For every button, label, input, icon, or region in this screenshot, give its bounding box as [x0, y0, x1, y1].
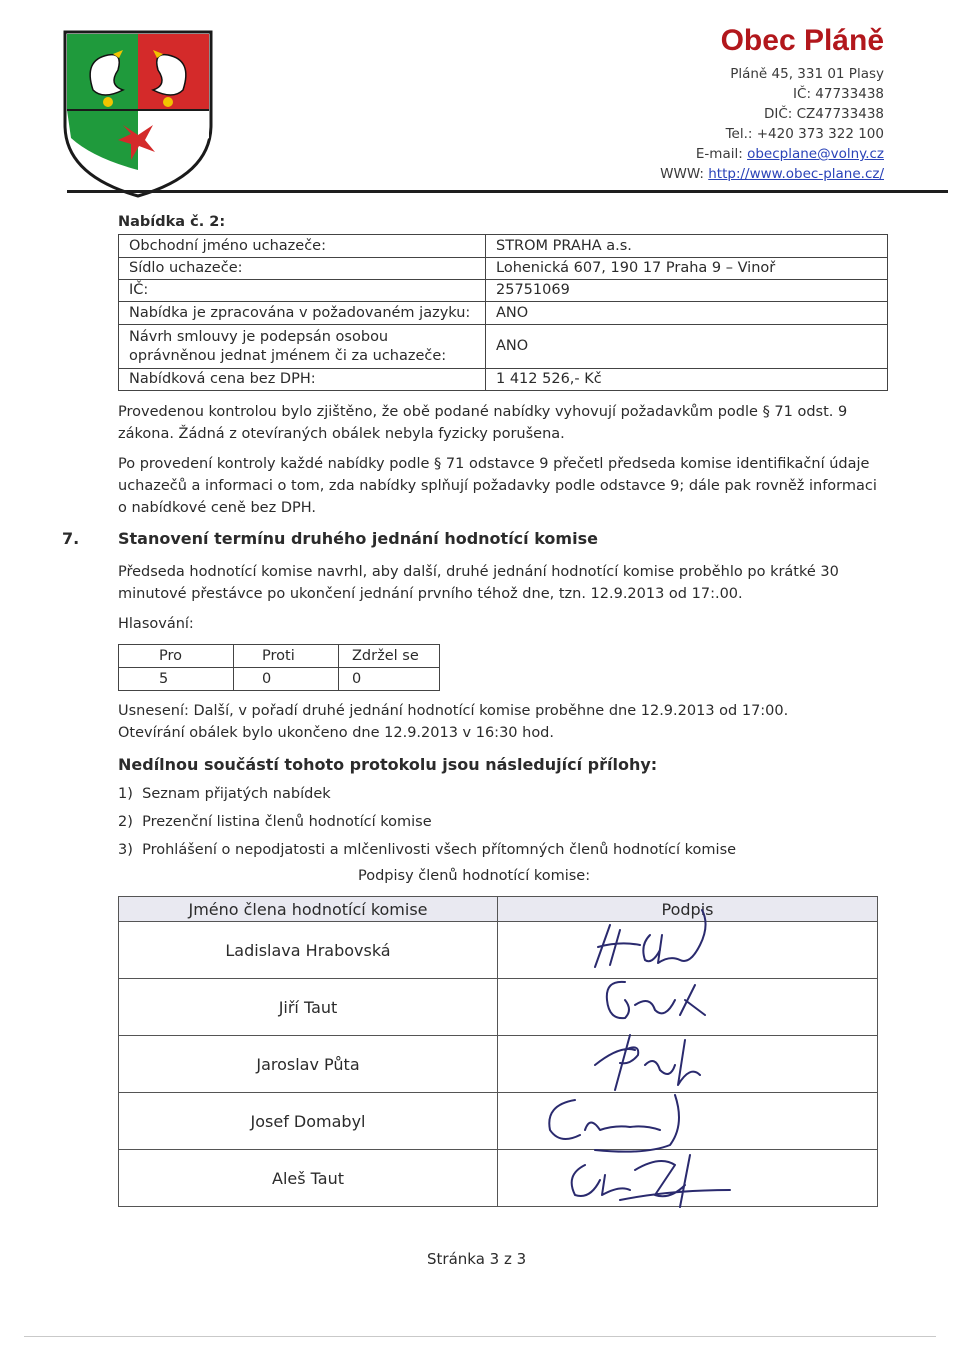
attachment-number: 3): [118, 842, 133, 858]
www-label: WWW:: [660, 166, 709, 182]
vote-table: [118, 644, 440, 691]
member-name: Jaroslav Půta: [119, 1036, 498, 1093]
member-name: Aleš Taut: [119, 1150, 498, 1207]
vote-header-zdrzel: Zdržel se: [339, 645, 440, 668]
email-label: E-mail:: [695, 146, 748, 162]
vote-value-pro: 5: [119, 668, 234, 691]
email-link[interactable]: obecplane@volny.cz: [747, 146, 884, 162]
col-name-header: Jméno člena hodnotící komise: [119, 897, 498, 922]
header-email: [696, 146, 884, 162]
vote-header-row: [119, 645, 440, 668]
signature-taut-jiri: [595, 970, 725, 1030]
offer-row: [119, 369, 888, 391]
signature-hrabovska: [580, 905, 720, 975]
signatures-header-row: [119, 897, 878, 922]
footer-divider: [24, 1336, 936, 1337]
member-name: Jiří Taut: [119, 979, 498, 1036]
header-tel: Tel.: +420 373 322 100: [725, 126, 884, 142]
section-7-title: Stanovení termínu druhého jednání hodnotící komise: [118, 529, 598, 548]
offer-value: Lohenická 607, 190 17 Praha 9 – Vinoř: [486, 258, 888, 280]
attachment-number: 1): [118, 786, 133, 802]
page-number: Stránka 3 z 3: [427, 1250, 527, 1268]
municipal-crest-logo: [63, 30, 213, 198]
offer-value: ANO: [486, 302, 888, 325]
col-sign-header: Podpis: [498, 897, 878, 922]
offer-label: Obchodní jméno uchazeče:: [119, 235, 486, 258]
offer-value: ANO: [486, 325, 888, 369]
member-row: [119, 922, 878, 979]
vote-header-proti: Proti: [234, 645, 339, 668]
control-paragraph-2: Po provedení kontroly každé nabídky podle § 71 odstavce 9 přečetl předseda komise identifikační údaje uchazečů a informaci o tom, zda nabídky splňují požadavky podle odstavce 9; dále pak rovněž informaci o nabídkové ceně bez DPH.: [118, 456, 877, 516]
organization-name: Obec Pláně: [720, 24, 884, 57]
member-row: [119, 1093, 878, 1150]
offer-row: [119, 235, 888, 258]
header-dic: DIČ: CZ47733438: [763, 106, 884, 122]
vote-value-zdrzel: 0: [339, 668, 440, 691]
signatures-table: [118, 896, 878, 1207]
attachment-text: Prohlášení o nepodjatosti a mlčenlivosti všech přítomných členů hodnotící komise: [142, 842, 737, 858]
vote-value-proti: 0: [234, 668, 339, 691]
offer-heading: Nabídka č. 2:: [118, 214, 226, 230]
header-divider: [67, 190, 948, 193]
signatures-caption: Podpisy členů hodnotící komise:: [358, 868, 591, 884]
offer-label: Nabídka je zpracována v požadovaném jazyku:: [119, 302, 486, 325]
resolution-text: Usnesení: Další, v pořadí druhé jednání hodnotící komise proběhne dne 12.9.2013 od 17:00.: [118, 703, 789, 719]
section-7-number: 7.: [62, 529, 80, 548]
closing-text: Otevírání obálek bylo ukončeno dne 12.9.2013 v 16:30 hod.: [118, 725, 554, 741]
attachment-text: Prezenční listina členů hodnotící komise: [142, 814, 432, 830]
offer-row: [119, 280, 888, 302]
offer-label: Návrh smlouvy je podepsán osobou oprávněnou jednat jménem či za uchazeče:: [119, 325, 486, 369]
offer-value: 25751069: [486, 280, 888, 302]
member-row: [119, 979, 878, 1036]
vote-value-row: [119, 668, 440, 691]
offer-row: [119, 258, 888, 280]
offer-label: Sídlo uchazeče:: [119, 258, 486, 280]
attachment-item: [118, 839, 736, 861]
member-name: Ladislava Hrabovská: [119, 922, 498, 979]
offer-row: [119, 325, 888, 369]
header-address: Pláně 45, 331 01 Plasy: [730, 66, 884, 82]
section-7-text: Předseda hodnotící komise navrhl, aby další, druhé jednání hodnotící komise proběhlo po krátké 30 minutové přestávce po ukončení jednání prvního téhož dne, tzn. 12.9.2013 od 17:.00.: [118, 564, 839, 602]
offer-label: IČ:: [119, 280, 486, 302]
member-name: Josef Domabyl: [119, 1093, 498, 1150]
header-ic: IČ: 47733438: [793, 86, 884, 102]
member-row: [119, 1150, 878, 1207]
offer-value: STROM PRAHA a.s.: [486, 235, 888, 258]
vote-label: Hlasování:: [118, 616, 194, 632]
offer-table: [118, 234, 888, 391]
offer-row: [119, 302, 888, 325]
attachment-item: [118, 783, 331, 805]
offer-value: 1 412 526,- Kč: [486, 369, 888, 391]
signature-taut-ales: [560, 1145, 740, 1215]
attachment-number: 2): [118, 814, 133, 830]
control-paragraph-1: Provedenou kontrolou bylo zjištěno, že obě podané nabídky vyhovují požadavkům podle § 71 odst. 9 zákona. Žádná z otevíraných obálek nebyla fyzicky porušena.: [118, 404, 848, 442]
member-row: [119, 1036, 878, 1093]
attachment-item: [118, 811, 432, 833]
attachment-text: Seznam přijatých nabídek: [142, 786, 331, 802]
offer-label: Nabídková cena bez DPH:: [119, 369, 486, 391]
attachments-title: Nedílnou součástí tohoto protokolu jsou následující přílohy:: [118, 755, 658, 774]
www-link[interactable]: http://www.obec-plane.cz/: [708, 166, 884, 182]
header-www: [660, 166, 884, 182]
vote-header-pro: Pro: [119, 645, 234, 668]
